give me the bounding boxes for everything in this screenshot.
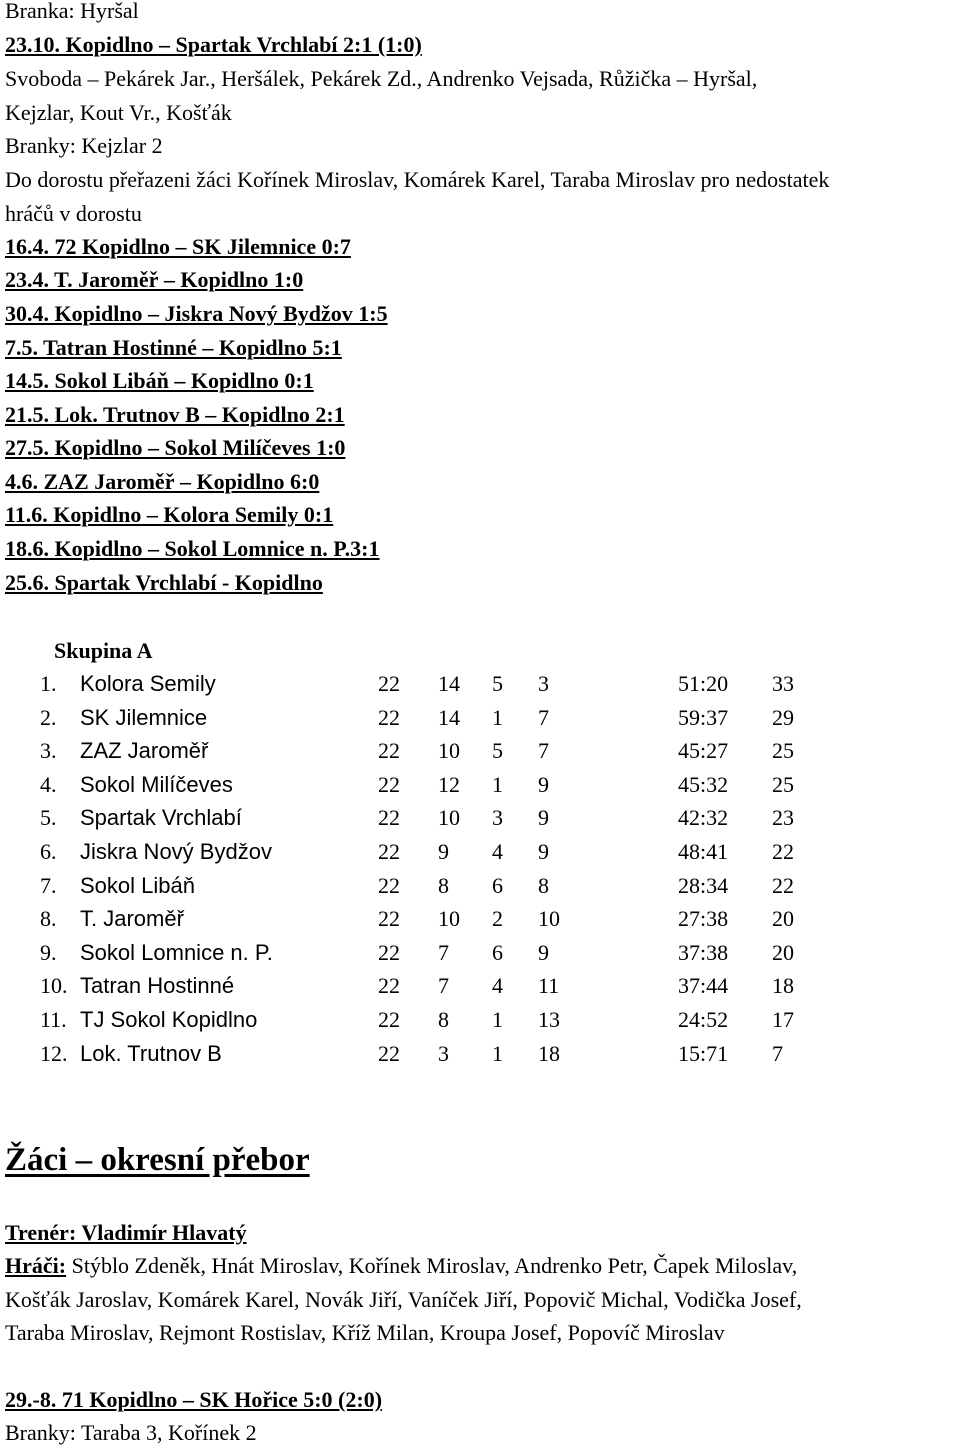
draws-cell: 6 [492, 872, 503, 898]
score-cell: 59:37 [678, 704, 729, 730]
table-row [0, 701, 960, 734]
team-cell: TJ Sokol Kopidlno [80, 1007, 258, 1032]
losses-cell: 10 [538, 906, 560, 932]
team-cell: ZAZ Jaroměř [80, 738, 209, 764]
result-line: 4.6. ZAZ Jaroměř – Kopidlno 6:0 [5, 469, 320, 494]
team-cell: Sokol Libáň [80, 872, 195, 898]
result-line: 30.4. Kopidlno – Jiskra Nový Bydžov 1:5 [5, 301, 388, 326]
table-row [0, 734, 960, 767]
section-title: Žáci – okresní přebor [5, 1142, 310, 1178]
rank-cell: 1. [40, 671, 57, 696]
rank-cell: 4. [40, 771, 57, 797]
result-line: 18.6. Kopidlno – Sokol Lomnice n. P.3:1 [5, 536, 380, 561]
score-cell: 45:32 [678, 771, 729, 797]
draws-cell: 5 [492, 738, 503, 764]
points-cell: 17 [772, 1007, 794, 1032]
rank-cell: 11. [40, 1007, 67, 1032]
played-cell: 22 [378, 738, 400, 764]
standings-title: Skupina A [54, 638, 153, 663]
result-line: 25.6. Spartak Vrchlabí - Kopidlno [5, 570, 323, 595]
losses-cell: 9 [538, 839, 549, 864]
goals-line: Branky: Kejzlar 2 [5, 133, 163, 158]
table-row [0, 768, 960, 801]
draws-cell: 4 [492, 973, 503, 999]
losses-cell: 13 [538, 1007, 560, 1032]
losses-cell: 3 [538, 671, 549, 696]
losses-cell: 9 [538, 805, 549, 831]
rank-cell: 10. [40, 973, 68, 999]
score-cell: 37:38 [678, 939, 729, 965]
draws-cell: 4 [492, 839, 503, 864]
points-cell: 29 [772, 704, 794, 730]
score-cell: 42:32 [678, 805, 729, 831]
table-row [0, 1003, 960, 1036]
wins-cell: 14 [438, 671, 460, 696]
goalkeeper-line: Branka: Hyršal [5, 0, 139, 23]
wins-cell: 14 [438, 704, 460, 730]
played-cell: 22 [378, 839, 400, 864]
wins-cell: 10 [438, 738, 460, 764]
team-cell: Sokol Lomnice n. P. [80, 939, 273, 965]
score-cell: 51:20 [678, 671, 729, 696]
lineup-line: Kejzlar, Kout Vr., Košťák [5, 100, 232, 125]
points-cell: 20 [772, 906, 794, 932]
rank-cell: 8. [40, 906, 57, 932]
score-cell: 27:38 [678, 906, 729, 932]
match-result-heading: 23.10. Kopidlno – Spartak Vrchlabí 2:1 (1:0) [5, 32, 422, 57]
draws-cell: 6 [492, 939, 503, 965]
team-cell: Sokol Milíčeves [80, 771, 233, 797]
played-cell: 22 [378, 872, 400, 898]
losses-cell: 8 [538, 872, 549, 898]
score-cell: 48:41 [678, 839, 729, 864]
losses-cell: 11 [538, 973, 560, 999]
wins-cell: 7 [438, 939, 449, 965]
rank-cell: 6. [40, 839, 57, 864]
played-cell: 22 [378, 771, 400, 797]
losses-cell: 9 [538, 771, 549, 797]
points-cell: 22 [772, 839, 794, 864]
wins-cell: 12 [438, 771, 460, 797]
rank-cell: 5. [40, 805, 57, 831]
rank-cell: 2. [40, 704, 57, 730]
points-cell: 18 [772, 973, 794, 999]
score-cell: 37:44 [678, 973, 729, 999]
table-row [0, 869, 960, 902]
score-cell: 45:27 [678, 738, 729, 764]
table-row [0, 801, 960, 834]
played-cell: 22 [378, 906, 400, 932]
draws-cell: 1 [492, 771, 503, 797]
team-cell: T. Jaroměř [80, 906, 184, 932]
played-cell: 22 [378, 704, 400, 730]
team-cell: Tatran Hostinné [80, 973, 235, 999]
team-cell: Lok. Trutnov B [80, 1040, 222, 1066]
table-row [0, 936, 960, 969]
played-cell: 22 [378, 1007, 400, 1032]
team-cell: Spartak Vrchlabí [80, 805, 242, 831]
points-cell: 33 [772, 671, 794, 696]
wins-cell: 7 [438, 973, 449, 999]
goals-line: Branky: Taraba 3, Kořínek 2 [5, 1420, 257, 1445]
team-cell: Jiskra Nový Bydžov [80, 839, 272, 864]
points-cell: 25 [772, 771, 794, 797]
wins-cell: 3 [438, 1040, 449, 1066]
draws-cell: 1 [492, 1007, 503, 1032]
result-line: 27.5. Kopidlno – Sokol Milíčeves 1:0 [5, 435, 346, 460]
score-cell: 28:34 [678, 872, 729, 898]
result-line: 11.6. Kopidlno – Kolora Semily 0:1 [5, 502, 334, 527]
table-row [0, 667, 960, 700]
result-line: 16.4. 72 Kopidlno – SK Jilemnice 0:7 [5, 234, 351, 259]
score-cell: 15:71 [678, 1040, 729, 1066]
result-line: 14.5. Sokol Libáň – Kopidlno 0:1 [5, 368, 314, 393]
lineup-line: Svoboda – Pekárek Jar., Heršálek, Pekárek Zd., Andrenko Vejsada, Růžička – Hyršal, [5, 66, 758, 91]
rank-cell: 7. [40, 872, 57, 898]
score-cell: 24:52 [678, 1007, 729, 1032]
played-cell: 22 [378, 671, 400, 696]
draws-cell: 1 [492, 1040, 503, 1066]
rank-cell: 9. [40, 939, 57, 965]
players-line [5, 1249, 797, 1282]
note-line: Do dorostu přeřazeni žáci Kořínek Miroslav, Komárek Karel, Taraba Miroslav pro nedostatek [5, 167, 830, 192]
coach-line: Trenér: Vladimír Hlavatý [5, 1220, 247, 1245]
draws-cell: 5 [492, 671, 503, 696]
players-line: Košťák Jaroslav, Komárek Karel, Novák Jiří, Vaníček Jiří, Popovič Michal, Vodička Josef, [5, 1287, 802, 1312]
players-names: Stýblo Zdeněk, Hnát Miroslav, Kořínek Miroslav, Andrenko Petr, Čapek Miloslav, [66, 1253, 798, 1278]
table-row [0, 902, 960, 935]
wins-cell: 8 [438, 872, 449, 898]
losses-cell: 18 [538, 1040, 560, 1066]
players-label: Hráči: [5, 1253, 67, 1278]
played-cell: 22 [378, 939, 400, 965]
draws-cell: 3 [492, 805, 503, 831]
points-cell: 23 [772, 805, 794, 831]
played-cell: 22 [378, 973, 400, 999]
team-cell: SK Jilemnice [80, 704, 208, 730]
losses-cell: 7 [538, 704, 549, 730]
team-cell: Kolora Semily [80, 671, 216, 696]
points-cell: 22 [772, 872, 794, 898]
played-cell: 22 [378, 1040, 400, 1066]
wins-cell: 10 [438, 906, 460, 932]
draws-cell: 1 [492, 704, 503, 730]
draws-cell: 2 [492, 906, 503, 932]
note-line: hráčů v dorostu [5, 201, 142, 226]
wins-cell: 8 [438, 1007, 449, 1032]
losses-cell: 7 [538, 738, 549, 764]
rank-cell: 3. [40, 738, 57, 764]
points-cell: 7 [772, 1040, 783, 1066]
table-row [0, 969, 960, 1002]
points-cell: 20 [772, 939, 794, 965]
players-line: Taraba Miroslav, Rejmont Rostislav, Kříž Milan, Kroupa Josef, Popovíč Miroslav [5, 1320, 725, 1345]
rank-cell: 12. [40, 1040, 68, 1066]
wins-cell: 9 [438, 839, 449, 864]
result-line: 7.5. Tatran Hostinné – Kopidlno 5:1 [5, 335, 342, 360]
table-row [0, 1037, 960, 1070]
result-line: 21.5. Lok. Trutnov B – Kopidlno 2:1 [5, 402, 345, 427]
losses-cell: 9 [538, 939, 549, 965]
match-result-heading: 29.-8. 71 Kopidlno – SK Hořice 5:0 (2:0) [5, 1387, 383, 1412]
points-cell: 25 [772, 738, 794, 764]
table-row [0, 835, 960, 868]
wins-cell: 10 [438, 805, 460, 831]
played-cell: 22 [378, 805, 400, 831]
result-line: 23.4. T. Jaroměř – Kopidlno 1:0 [5, 267, 304, 292]
